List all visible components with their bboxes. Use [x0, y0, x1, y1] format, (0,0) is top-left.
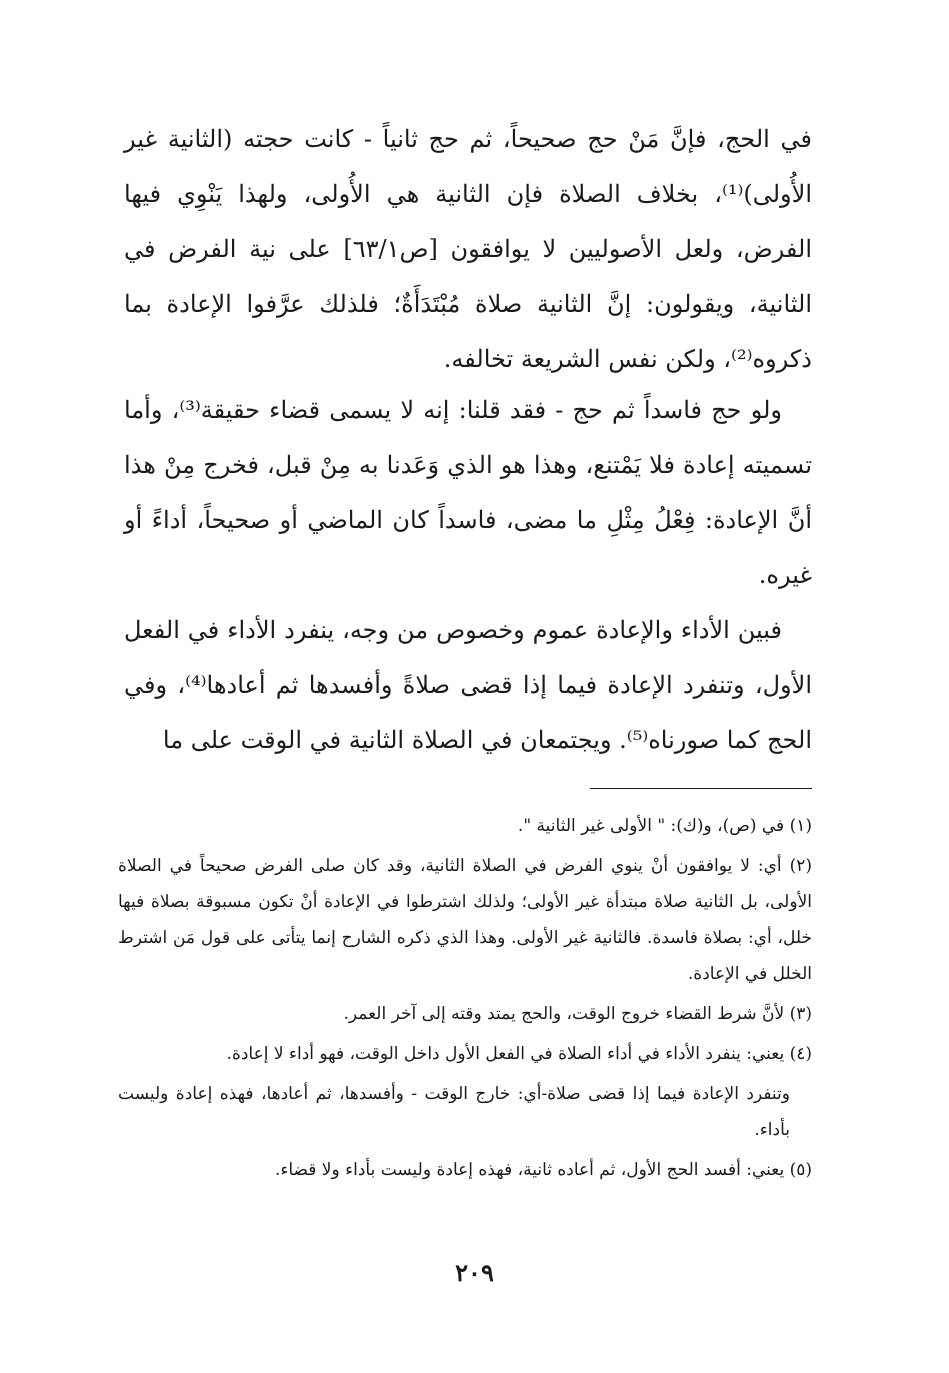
- footnote-2: (٢) أي: لا يوافقون أنْ ينوي الفرض في الصلاة الثانية، وقد كان صلى الفرض صحيحاً في الصلاة الأولى، بل الثانية صلاة مبتدأة غير الأولى؛ ولذلك اشترطوا في الإعادة أنْ تكون مسبوقة بصلاة فيها خلل، أي: بصلاة فاسدة. فالثانية غير الأولى. وهذا الذي ذكره الشارح إنما يتأتى على قول مَن اشترط الخلل في الإعادة.: [118, 856, 812, 984]
- footnote-1: (١) في (ص)، و(ك): " الأولى غير الثانية ".: [517, 816, 812, 836]
- footnote-separator: [590, 788, 812, 789]
- footnote-4-continuation: وتنفرد الإعادة فيما إذا قضى صلاة-أي: خارج الوقت - وأفسدها، ثم أعادها، فهذه إعادة وليست بأداء.: [118, 1084, 790, 1140]
- body-paragraph: [124, 383, 812, 603]
- footnote-3: (٣) لأنَّ شرط القضاء خروج الوقت، والحج يمتد وقته إلى آخر العمر.: [343, 1004, 812, 1024]
- body-paragraph: [124, 603, 812, 768]
- footnote-5: (٥) يعني: أفسد الحج الأول، ثم أعاده ثانية، فهذه إعادة وليست بأداء ولا قضاء.: [274, 1160, 812, 1180]
- paragraph-text: ولو حج فاسداً ثم حج - فقد قلنا: إنه لا يسمى قضاء حقيقة⁽³⁾، وأما تسميته إعادة فلا يَمْتنع، وهذا هو الذي وَعَدنا به مِنْ قبل، فخرج مِنْ هذا أنَّ الإعادة: فِعْلُ مِثْلِ ما مضى، فاسداً كان الماضي أو صحيحاً، أداءً أو غيره.: [124, 396, 812, 589]
- paragraph-text: فبين الأداء والإعادة عموم وخصوص من وجه، ينفرد الأداء في الفعل الأول، وتنفرد الإعادة فيما إذا قضى صلاةً وأفسدها ثم أعادها⁽⁴⁾، وفي الحج كما صورناه⁽⁵⁾. ويجتمعان في الصلاة الثانية في الوقت على ما: [124, 616, 812, 754]
- footnote-4: (٤) يعني: ينفرد الأداء في أداء الصلاة في الفعل الأول داخل الوقت، فهو أداء لا إعادة.: [226, 1044, 812, 1064]
- body-paragraph: [124, 112, 812, 387]
- paragraph-text: في الحج، فإنَّ مَنْ حج صحيحاً، ثم حج ثانياً - كانت حجته (الثانية غير الأُولى)⁽¹⁾، بخلاف الصلاة فإن الثانية هي الأُولى، ولهذا يَنْوِي فيها الفرض، ولعل الأصوليين لا يوافقون [ص٦٣/١] على نية الفرض في الثانية، ويقولون: إنَّ الثانية صلاة مُبْتَدَأَةٌ؛ فلذلك عرَّفوا الإعادة بما ذكروه⁽²⁾، ولكن نفس الشريعة تخالفه.: [124, 125, 812, 373]
- footnotes-section: [118, 808, 812, 1192]
- page-number: ٢٠٩: [455, 1258, 494, 1287]
